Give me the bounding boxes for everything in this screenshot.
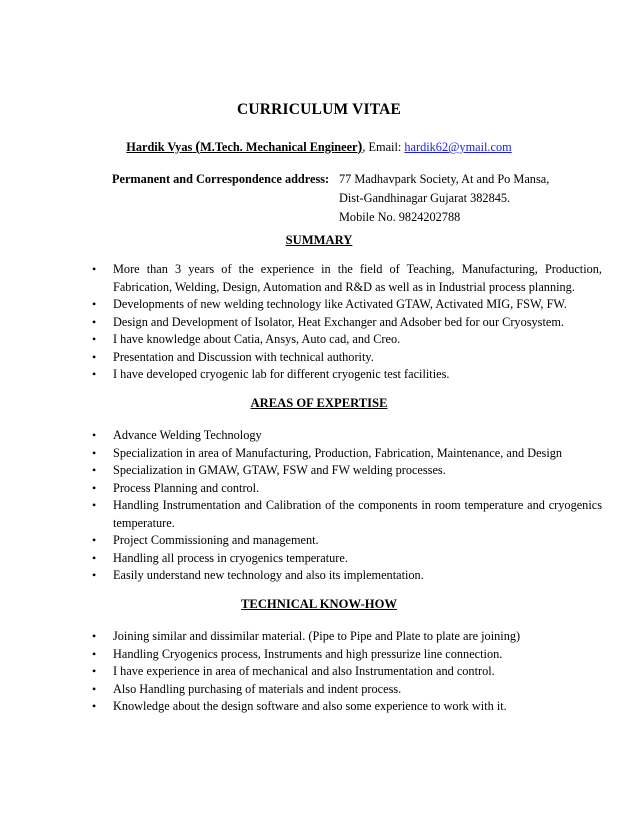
email-link[interactable]: hardik62@ymail.com <box>404 140 512 154</box>
list-item: • More than 3 years of the experience in the field of Teaching, Manufacturing, Production, Fabrication, Welding, Design, Automation and R&D as well as in Industrial process planning. <box>92 261 602 296</box>
summary-list <box>92 261 602 384</box>
list-item: • I have knowledge about Catia, Ansys, Auto cad, and Creo. <box>92 331 602 349</box>
list-item: • Advance Welding Technology <box>92 427 602 445</box>
name-line: Hardik Vyas (M.Tech. Mechanical Engineer), Email: hardik62@ymail.com <box>126 139 512 155</box>
candidate-name-block: Hardik Vyas (M.Tech. Mechanical Engineer) <box>126 139 363 155</box>
list-item: • Handling Cryogenics process, Instruments and high pressurize line connection. <box>92 646 602 664</box>
list-item: • Design and Development of Isolator, Heat Exchanger and Adsober bed for our Cryosystem. <box>92 314 602 332</box>
page-title: CURRICULUM VITAE <box>236 101 402 118</box>
candidate-name: Hardik Vyas <box>126 140 193 154</box>
list-item: • Specialization in area of Manufacturing, Production, Fabrication, Maintenance, and Design <box>92 445 602 463</box>
list-item: • Process Planning and control. <box>92 480 602 498</box>
address-line: Dist-Gandhinagar Gujarat 382845. <box>339 191 511 205</box>
expertise-heading: AREAS OF EXPERTISE <box>250 396 388 410</box>
list-item: • I have experience in area of mechanical and also Instrumentation and control. <box>92 663 602 681</box>
knowhow-heading: TECHNICAL KNOW-HOW <box>241 597 397 611</box>
qualification: M.Tech. Mechanical Engineer <box>200 140 358 154</box>
list-item: • Presentation and Discussion with technical authority. <box>92 349 602 367</box>
list-item: • Knowledge about the design software and also some experience to work with it. <box>92 698 602 716</box>
address-line: Mobile No. 9824202788 <box>339 210 461 224</box>
address-line: 77 Madhavpark Society, At and Po Mansa, <box>339 172 550 186</box>
address-lines <box>339 170 549 227</box>
list-item: • Easily understand new technology and also its implementation. <box>92 567 602 585</box>
list-item: • Specialization in GMAW, GTAW, FSW and FW welding processes. <box>92 462 602 480</box>
expertise-list <box>92 427 602 585</box>
list-item: • Project Commissioning and management. <box>92 532 602 550</box>
address-label: Permanent and Correspondence address: <box>112 172 330 186</box>
knowhow-list <box>92 628 602 716</box>
list-item: • Handling Instrumentation and Calibration of the components in room temperature and cryogenics temperature. <box>92 497 602 532</box>
list-item: • Developments of new welding technology like Activated GTAW, Activated MIG, FSW, FW. <box>92 296 602 314</box>
summary-heading: SUMMARY <box>285 233 353 247</box>
list-item: • Also Handling purchasing of materials and indent process. <box>92 681 602 699</box>
email-label: Email: <box>368 140 402 154</box>
list-item: • Handling all process in cryogenics temperature. <box>92 550 602 568</box>
list-item: • Joining similar and dissimilar material. (Pipe to Pipe and Plate to plate are joining) <box>92 628 602 646</box>
list-item: • I have developed cryogenic lab for different cryogenic test facilities. <box>92 366 602 384</box>
